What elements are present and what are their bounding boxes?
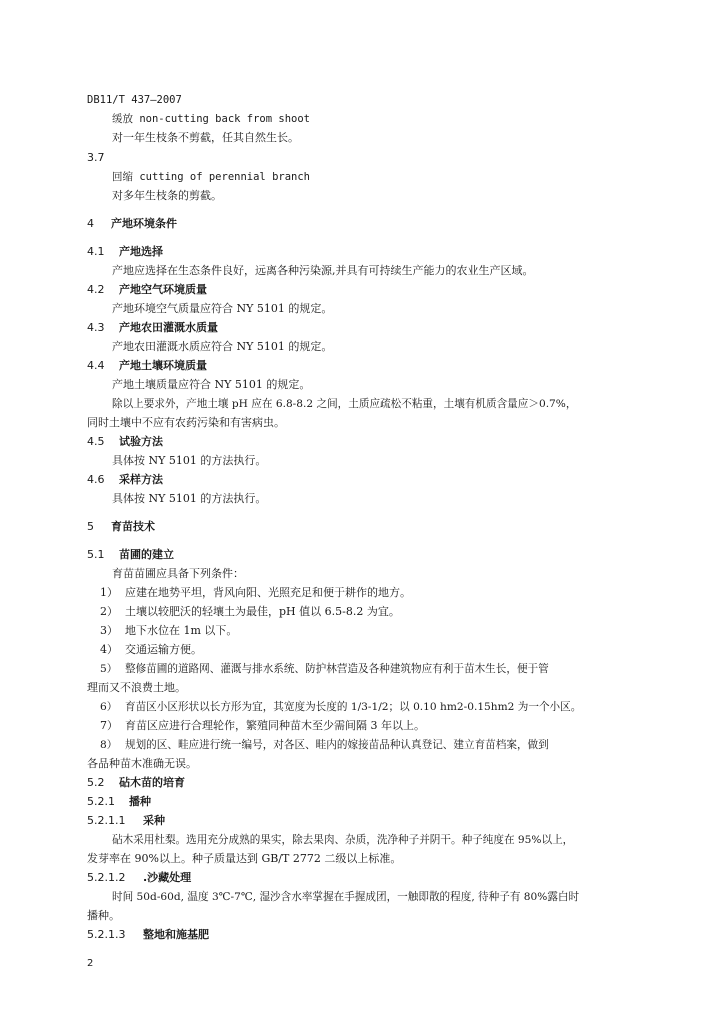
- list-index: 5）: [100, 663, 118, 675]
- list-text: 规划的区、畦应进行统一编号，对各区、畦内的嫁接苗品种认真登记、建立育苗档案，做到: [125, 739, 549, 751]
- subsection-heading: [87, 473, 163, 487]
- section-title: 产地环境条件: [111, 217, 177, 230]
- clause-heading: [87, 928, 209, 942]
- list-text: 应建在地势平坦，背风向阳、光照充足和便于耕作的地方。: [125, 586, 411, 599]
- subsection-number: 4.3: [87, 321, 105, 334]
- subsection-title: 苗圃的建立: [119, 548, 174, 561]
- page-number: 2: [87, 958, 94, 969]
- paragraph-continuation: 播种。: [87, 909, 120, 922]
- subsection-title: 产地农田灌溉水质量: [119, 321, 218, 334]
- section-heading: [87, 520, 155, 534]
- paragraph: 产地应选择在生态条件良好，远离各种污染源,并具有可持续生产能力的农业生产区域。: [112, 264, 534, 277]
- list-index: 8）: [100, 739, 118, 751]
- list-text: 土壤以较肥沃的轻壤土为最佳，pH 值以 6.5-8.2 为宜。: [125, 605, 400, 618]
- clause-number: 5.2.1.2: [87, 871, 126, 884]
- list-index: 4）: [100, 643, 118, 656]
- list-item: [100, 605, 400, 619]
- subsection-number: 4.4: [87, 359, 105, 372]
- subsection-heading: [87, 245, 163, 259]
- subsection-title: 采样方法: [119, 473, 163, 486]
- term-definition: 对多年生枝条的剪截。: [112, 189, 222, 202]
- list-item: [100, 624, 237, 638]
- subsubsection-title: 播种: [129, 795, 151, 808]
- section-number: 4: [87, 217, 94, 230]
- subsection-number: 4.6: [87, 473, 105, 486]
- doc-code: DB11/T 437—2007: [87, 94, 182, 106]
- paragraph-continuation: 发芽率在 90%以上。种子质量达到 GB/T 2772 二级以上标准。: [87, 852, 402, 865]
- clause-title: .沙藏处理: [143, 871, 192, 884]
- clause-heading: [87, 814, 165, 828]
- subsection-number: 5.2: [87, 776, 105, 789]
- list-text: 地下水位在 1m 以下。: [125, 624, 238, 637]
- list-text: 交通运输方便。: [125, 643, 202, 656]
- list-text: 育苗区小区形状以长方形为宜，其宽度为长度的 1/3-1/2；以 0.10 hm2-0.15hm2 为一个小区。: [125, 701, 582, 713]
- paragraph: 产地土壤质量应符合 NY 5101 的规定。: [112, 378, 311, 391]
- subsection-number: 4.1: [87, 245, 105, 258]
- subsection-title: 产地选择: [119, 245, 163, 258]
- term-definition: 对一年生枝条不剪截，任其自然生长。: [112, 131, 299, 144]
- subsection-number: 4.2: [87, 283, 105, 296]
- clause-heading: [87, 871, 191, 885]
- list-index: 3）: [100, 624, 118, 637]
- subsection-number: 5.1: [87, 548, 105, 561]
- paragraph: 具体按 NY 5101 的方法执行。: [112, 492, 267, 505]
- paragraph: 砧木采用杜梨。选用充分成熟的果实，除去果肉、杂质，洗净种子并阴干。种子纯度在 95%以上，: [112, 834, 574, 846]
- list-item: [100, 719, 425, 733]
- subsection-heading: [87, 359, 207, 373]
- subsection-heading: [87, 548, 174, 562]
- list-item: [100, 643, 202, 657]
- clause-title: 整地和施基肥: [143, 928, 209, 941]
- list-item: [100, 586, 411, 600]
- clause-number: 5.2.1.1: [87, 814, 126, 827]
- subsection-title: 砧木苗的培育: [119, 776, 185, 789]
- section-heading: [87, 217, 177, 231]
- term-title: 缓放 non-cutting back from shoot: [112, 113, 311, 125]
- subsection-heading: [87, 321, 218, 335]
- subsubsection-number: 5.2.1: [87, 795, 115, 808]
- list-index: 2）: [100, 605, 118, 618]
- subsection-heading: [87, 283, 207, 297]
- subsubsection-heading: [87, 795, 151, 809]
- subsection-heading: [87, 435, 163, 449]
- paragraph: 产地环境空气质量应符合 NY 5101 的规定。: [112, 302, 333, 315]
- list-item-continuation: 理而又不浪费土地。: [87, 681, 186, 694]
- paragraph-continuation: 同时土壤中不应有农药污染和有害病虫。: [87, 416, 285, 429]
- list-index: 1）: [100, 586, 118, 599]
- subsection-title: 试验方法: [119, 435, 163, 448]
- paragraph: 时间 50d-60d, 温度 3℃-7℃, 湿沙含水率掌握在手握成团，一触即散的程度, 待种子有 80%露白时: [112, 891, 580, 903]
- subsection-title: 产地土壤环境质量: [119, 359, 207, 372]
- list-index: 6）: [100, 701, 118, 713]
- paragraph: 具体按 NY 5101 的方法执行。: [112, 454, 267, 467]
- paragraph: 除以上要求外，产地土壤 pH 应在 6.8-8.2 之间，土质应疏松不粘重，土壤有机质含量应＞0.7%，: [112, 398, 577, 410]
- section-title: 育苗技术: [111, 520, 155, 533]
- subsection-title: 产地空气环境质量: [119, 283, 207, 296]
- term-title: 回缩 cutting of perennial branch: [112, 171, 311, 183]
- paragraph: 产地农田灌溉水质应符合 NY 5101 的规定。: [112, 340, 333, 353]
- paragraph: 育苗苗圃应具备下列条件：: [112, 567, 244, 580]
- list-item: [100, 738, 549, 752]
- list-item: [100, 662, 549, 676]
- list-item: [100, 700, 581, 714]
- clause-number: 5.2.1.3: [87, 928, 126, 941]
- list-item-continuation: 各品种苗木准确无误。: [87, 757, 197, 770]
- list-index: 7）: [100, 719, 118, 732]
- term-number: 3.7: [87, 151, 105, 164]
- subsection-number: 4.5: [87, 435, 105, 448]
- section-number: 5: [87, 520, 94, 533]
- list-text: 育苗区应进行合理轮作，繁殖同种苗木至少需间隔 3 年以上。: [125, 719, 425, 732]
- clause-title: 采种: [143, 814, 165, 827]
- list-text: 整修苗圃的道路网、灌溉与排水系统、防护林营造及各种建筑物应有利于苗木生长，便于管: [125, 663, 549, 675]
- subsection-heading: [87, 776, 185, 790]
